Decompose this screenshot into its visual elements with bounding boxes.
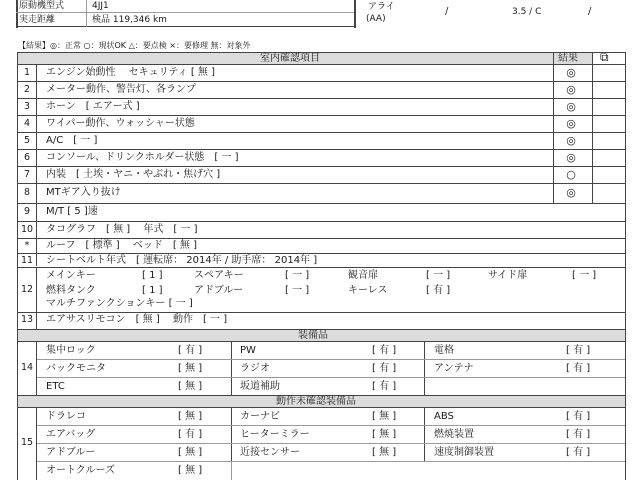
- row-result: ◎: [566, 117, 576, 130]
- keyless-label: キーレス: [348, 285, 388, 296]
- multifunction-key: マルチファンクションキー [ 一 ]: [46, 298, 193, 309]
- row-number: 9: [23, 206, 31, 217]
- row-number: 12: [20, 284, 34, 295]
- row-number: 1: [23, 67, 31, 78]
- key-spare-label: スペアキー: [194, 270, 244, 281]
- align-value: 3.5 / C: [512, 7, 542, 17]
- equip-label: 集中ロック: [46, 345, 96, 356]
- unconfirmed-label: オートクルーズ: [46, 465, 115, 476]
- row-number: 10: [20, 224, 34, 235]
- row-text: シートベルト年式 [ 運転席： 2014年 / 助手席： 2014年 ]: [46, 255, 318, 266]
- row-result: ○: [566, 168, 576, 181]
- unconfirmed-label: ヒーターミラー: [240, 429, 310, 440]
- row-text: エンジン始動性 セキュリティ [ 無 ]: [46, 67, 216, 78]
- side-door-value: [ 一 ]: [572, 270, 597, 281]
- row-text: ホーン [ エアー式 ]: [46, 101, 140, 112]
- unconfirmed-value: [ 無 ]: [372, 411, 397, 422]
- unconfirmed-value: [ 有 ]: [566, 411, 591, 422]
- section-header-unconfirmed: 動作未確認装備品: [276, 396, 356, 407]
- section-header-equipment: 装備品: [298, 330, 328, 341]
- unconfirmed-label: アドブルー: [46, 447, 96, 458]
- row-text: ルーフ [ 標準 ] ベッド [ 無 ]: [46, 240, 197, 251]
- equip-value: [ 無 ]: [178, 363, 203, 374]
- align-label: アライ: [368, 2, 395, 12]
- row-number: 7: [23, 169, 31, 180]
- row-number: 5: [23, 135, 31, 146]
- unconfirmed-label: 燃焼装置: [434, 429, 474, 440]
- row-text: メーター動作、警告灯、各ランプ: [46, 84, 196, 95]
- unconfirmed-value: [ 無 ]: [178, 465, 203, 476]
- row-number: *: [24, 240, 30, 251]
- equip-label: アンテナ: [434, 363, 474, 374]
- unconfirmed-label: ABS: [434, 411, 454, 422]
- section-header-interior: 室内確認項目: [260, 53, 320, 64]
- unconfirmed-value: [ 有 ]: [566, 447, 591, 458]
- fuel-tank-value: [ 1 ]: [142, 285, 163, 296]
- unconfirmed-value: [ 有 ]: [178, 429, 203, 440]
- align-sub: (AA): [366, 14, 386, 24]
- row-text: 内装 [ 土埃・ヤニ・やぶれ・焦げ穴 ]: [46, 169, 221, 180]
- equip-value: [ 有 ]: [372, 345, 397, 356]
- row-number: 8: [23, 187, 31, 198]
- equip-value: [ 無 ]: [178, 381, 203, 392]
- row-text: MTギア入り抜け: [46, 187, 121, 198]
- row-result: ◎: [566, 66, 576, 79]
- row-text: コンソール、ドリンクホルダー状態 [ 一 ]: [46, 152, 239, 163]
- equip-value: [ 有 ]: [372, 363, 397, 374]
- unconfirmed-value: [ 有 ]: [566, 429, 591, 440]
- row-result: ◎: [566, 100, 576, 113]
- key-main-value: [ 1 ]: [142, 270, 163, 281]
- row-result: ◎: [566, 151, 576, 164]
- adblue-value: [ 一 ]: [285, 285, 310, 296]
- result-legend: 【結果】◎：正常 ○：現状OK △：要点検 ×：要修理 無：対象外: [18, 41, 251, 50]
- key-main-label: メインキー: [46, 270, 96, 281]
- unconfirmed-value: [ 無 ]: [372, 447, 397, 458]
- unconfirmed-value: [ 無 ]: [372, 429, 397, 440]
- unconfirmed-label: 速度制御装置: [434, 447, 494, 458]
- fuel-tank-label: 燃料タンク: [46, 285, 96, 296]
- row-number: 15: [20, 437, 34, 448]
- equip-label: 坂道補助: [240, 381, 280, 392]
- unconfirmed-value: [ 無 ]: [178, 411, 203, 422]
- rear-door-label: 観音扉: [348, 270, 378, 281]
- unconfirmed-label: エアバッグ: [46, 429, 96, 440]
- equip-value: [ 有 ]: [566, 363, 591, 374]
- side-door-label: サイド扉: [488, 270, 528, 281]
- row-number: 3: [23, 101, 31, 112]
- row-text: A/C [ 一 ]: [46, 135, 98, 146]
- row-result: ◎: [566, 186, 576, 199]
- equip-value: [ 有 ]: [178, 345, 203, 356]
- row-number: 14: [20, 362, 34, 373]
- model-label: 原動機型式: [19, 1, 65, 11]
- equip-label: ラジオ: [240, 363, 270, 374]
- key-spare-value: [ 一 ]: [285, 270, 310, 281]
- row-result: ◎: [566, 83, 576, 96]
- row-text: ワイパー動作、ウォッシャー状態: [46, 118, 195, 129]
- equip-label: ETC: [46, 381, 65, 392]
- equip-value: [ 有 ]: [566, 345, 591, 356]
- unconfirmed-label: ドラレコ: [46, 411, 86, 422]
- copy-icon: ⧉: [600, 50, 609, 64]
- row-number: 2: [23, 84, 31, 95]
- row-number: 13: [20, 314, 34, 325]
- align-slash-1: /: [445, 6, 449, 17]
- row-number: 4: [23, 118, 31, 129]
- rear-door-value: [ 一 ]: [426, 270, 451, 281]
- row-number: 6: [23, 152, 31, 163]
- unconfirmed-value: [ 無 ]: [178, 447, 203, 458]
- row-number: 11: [20, 255, 34, 266]
- equip-label: PW: [240, 345, 256, 356]
- row-result: ◎: [566, 134, 576, 147]
- row-text: M/T [ 5 ]速: [46, 206, 98, 217]
- equip-label: バックモニタ: [46, 363, 106, 374]
- equip-label: 電格: [434, 345, 454, 356]
- equip-value: [ 有 ]: [372, 381, 397, 392]
- align-slash-2: /: [588, 6, 592, 17]
- distance-label: 実走距離: [19, 15, 56, 25]
- model-value: 4JJ1: [92, 1, 109, 11]
- distance-value: 検品 119,346 km: [92, 15, 167, 25]
- adblue-label: アドブルー: [194, 285, 244, 296]
- result-column-header: 結果: [558, 53, 578, 64]
- row-text: エアサスリモコン [ 無 ] 動作 [ 一 ]: [46, 314, 228, 325]
- unconfirmed-label: カーナビ: [240, 411, 280, 422]
- unconfirmed-label: 近接センサー: [240, 447, 300, 458]
- row-text: タコグラフ [ 無 ] 年式 [ 一 ]: [46, 224, 198, 235]
- keyless-value: [ 有 ]: [426, 285, 451, 296]
